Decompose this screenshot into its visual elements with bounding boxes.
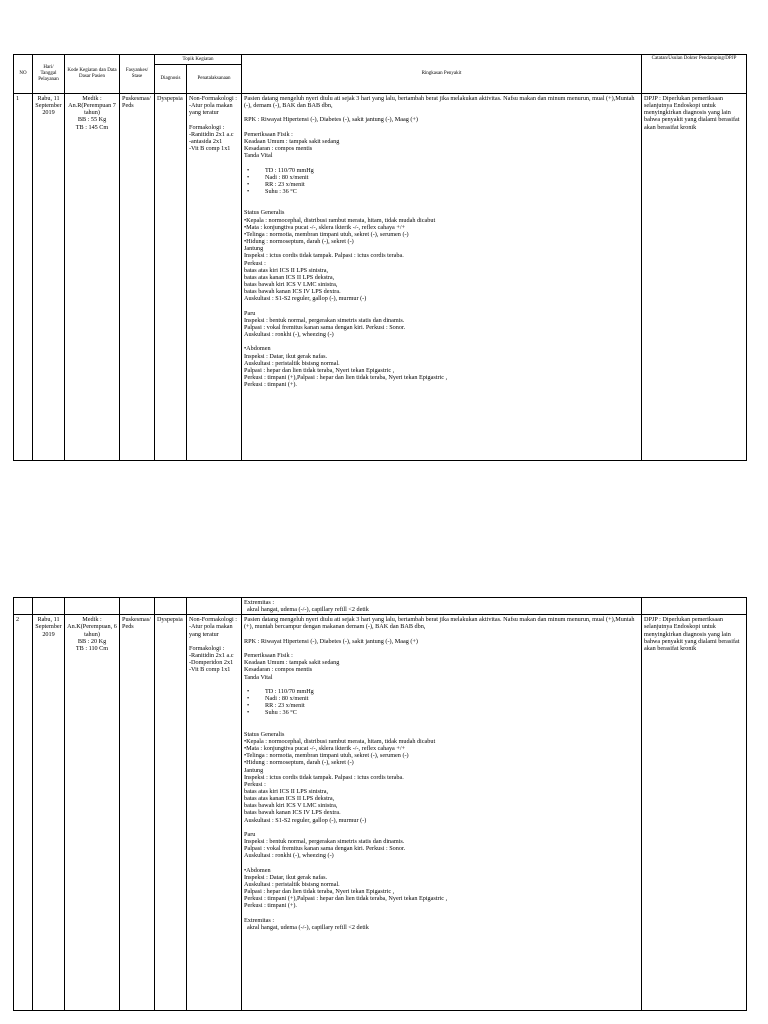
- pt-line: -Domperidon 2x1: [189, 659, 234, 667]
- row-penatalaksanaan: [187, 615, 242, 1011]
- status-line: batas atas kiri ICS II LPS sinistra,: [244, 787, 329, 795]
- status-line: Status Generalis: [244, 209, 285, 217]
- header-diagnosis: Diagnosis: [155, 65, 187, 94]
- kode-line: TB : 110 Cm: [75, 644, 109, 652]
- vital-sign: • Suhu : 36 °C: [247, 187, 297, 195]
- row-ringkasan: [242, 94, 642, 461]
- abdomen-line: •Abdomen: [244, 345, 271, 353]
- status-line: batas bawah kiri ICS V LMC sinistra,: [244, 802, 338, 810]
- extremitas-continuation: [242, 598, 642, 615]
- row-no: 2: [14, 615, 33, 1011]
- abdomen-line: Palpasi : hepar dan lien tidak teraba, Nyeri tekan Epigastric ,: [244, 366, 395, 374]
- table-row-continuation: [14, 598, 747, 615]
- exam-line: Keadaan Umum : tampak sakit sedang: [244, 137, 340, 145]
- kode-line: BB : 55 Kg: [77, 116, 107, 124]
- row-penatalaksanaan: [187, 94, 242, 461]
- status-line: batas atas kiri ICS II LPS sinistra,: [244, 266, 329, 274]
- status-line: Perkusi :: [244, 780, 266, 788]
- exam-line: Keadaan Umum : tampak sakit sedang: [244, 659, 340, 667]
- row-fasyankes: Puskesmas/Peds: [120, 94, 155, 461]
- status-line: Perkusi :: [244, 259, 266, 267]
- rpk-text: RPK : Riwayat Hipertensi (-), Diabetes (-), sakit jantung (-), Maag (+): [244, 116, 418, 124]
- status-line: Auskultasi : S1-S2 reguler, gallop (-), murmur (-): [244, 295, 367, 303]
- status-line: Jantung: [244, 245, 264, 253]
- rpk-text: RPK : Riwayat Hipertensi (-), Diabetes (-), sakit jantung (-), Maag (+): [244, 637, 418, 645]
- pt-line: -Atur pola makan yang teratur: [189, 102, 233, 117]
- header-fasyankes: Fasyankes/ Stase: [120, 55, 155, 94]
- vital-sign: • TD : 110/70 mmHg: [247, 166, 314, 174]
- status-line: •Telinga : normotia, membran timpani utuh, sekret (-), serumen (-): [244, 230, 409, 238]
- status-line: •Hidung : normoseptum, darah (-), sekret (-): [244, 238, 354, 246]
- status-line: batas bawah kanan ICS IV LPS dextra.: [244, 809, 341, 817]
- kode-line: An.R(Perempuan 7 tahun): [68, 102, 116, 117]
- abdomen-line: Inspeksi : Datar, ikut gerak nafas.: [244, 352, 328, 360]
- paru-line: Auskultasi : ronkhi (-), wheezing (-): [244, 331, 334, 339]
- status-line: •Telinga : normotia, membran timpani utuh, sekret (-), serumen (-): [244, 752, 409, 760]
- status-line: •Mata : konjungtiva pucat -/-, sklera ikterik -/-, reflex cahaya +/+: [244, 745, 406, 753]
- pt-line: -antasida 2x1: [189, 137, 223, 145]
- pt-line: -Ranitidin 2x1 a.c: [189, 130, 234, 138]
- header-kode: Kode Kegiatan dan Data Dasar Pasien: [65, 55, 120, 94]
- status-line: batas atas kanan ICS II LPS dekstra,: [244, 273, 335, 281]
- status-line: Inspeksi : ictus cordis tidak tampak. Palpasi : ictus cordis teraba.: [244, 773, 404, 781]
- abdomen-line: Auskultasi : peristaltik bisisng normal.: [244, 880, 340, 888]
- status-line: batas atas kanan ICS II LPS dekstra,: [244, 795, 335, 803]
- header-ringkasan: Ringkasan Penyakit: [242, 55, 642, 94]
- vital-sign: • RR : 23 x/menit: [247, 702, 305, 710]
- header-catatan: Catatan/Usulan Dokter Pendamping/DPJP: [642, 55, 747, 94]
- exam-line: Tanda Vital: [244, 152, 273, 160]
- abdomen-line: Inspeksi : Datar, ikut gerak nafas.: [244, 873, 328, 881]
- exam-line: Pemeriksaan Fisik :: [244, 652, 293, 660]
- row-fasyankes: Puskesmas/Peds: [120, 615, 155, 1011]
- status-line: Auskultasi : S1-S2 reguler, gallop (-), murmur (-): [244, 816, 367, 824]
- pt-line: Formakologi :: [189, 644, 225, 652]
- abdomen-line: Palpasi : hepar dan lien tidak teraba, Nyeri tekan Epigastric ,: [244, 888, 395, 896]
- abdomen-line: Perkusi : timpani (+).: [244, 381, 297, 389]
- paru-line: Inspeksi : bentuk normal, pergerakan simetris statis dan dinamis.: [244, 316, 405, 324]
- extremitas-line: Extremitas :: [244, 599, 275, 606]
- paru-line: Auskultasi : ronkhi (-), wheezing (-): [244, 852, 334, 860]
- row-hari: Rabu, 11 September 2019: [33, 94, 65, 461]
- row-diagnosis: Dyspepsia: [155, 615, 187, 1011]
- exam-line: Kesadaran : compos mentis: [244, 145, 313, 153]
- abdomen-line: •Abdomen: [244, 866, 271, 874]
- paru-line: Inspeksi : bentuk normal, pergerakan simetris statis dan dinamis.: [244, 838, 405, 846]
- row-kode: [65, 94, 120, 461]
- row-ringkasan: [242, 615, 642, 1011]
- paru-line: Paru: [244, 830, 256, 838]
- row-catatan: DPJP : Diperlukan pemeriksaan selanjutnya Endoskopi untuk menyingkirkan diagnosis yang lain bahwa penyakit yang dialami berasifat akan berasifat kronik: [642, 94, 747, 461]
- pt-line: Non-Formakologi :: [189, 616, 237, 624]
- status-line: Status Generalis: [244, 730, 285, 738]
- status-line: •Hidung : normoseptum, darah (-), sekret (-): [244, 759, 354, 767]
- header-penatalaksanaan: Penatalaksanaan: [187, 65, 242, 94]
- vital-sign: • RR : 23 x/menit: [247, 180, 305, 188]
- pt-line: Non-Formakologi :: [189, 95, 237, 102]
- abdomen-line: Perkusi : timpani (+),Palpasi : hepar dan lien tidak teraba, Nyeri tekan Epigastric ,: [244, 373, 448, 381]
- keluhan-text: Pasien datang mengeluh nyeri diulu ati sejak 3 hari yang lalu, bertambah berat jika melakukan aktivitas. Nafsu makan dan minum menurun, mual (+),Muntah (-), demam (-), BAK dan BAB dbn,: [244, 95, 635, 110]
- kode-line: Medik :: [82, 616, 102, 624]
- status-line: batas bawah kanan ICS IV LPS dextra.: [244, 288, 341, 296]
- row-kode: [65, 615, 120, 1011]
- status-line: Inspeksi : ictus cordis tidak tampak. Palpasi : ictus cordis teraba.: [244, 252, 404, 260]
- status-line: •Mata : konjungtiva pucat -/-, sklera ikterik -/-, reflex cahaya +/+: [244, 223, 406, 231]
- status-line: •Kepala : normocephal, distribusi rambut merata, hitam, tidak mudah dicabut: [244, 737, 436, 745]
- status-line: batas bawah kiri ICS V LMC sinistra,: [244, 280, 338, 288]
- header-no: NO: [14, 55, 33, 94]
- paru-line: Palpasi : vokal fremitus kanan sama dengan kiri. Perkusi : Sonor.: [244, 845, 406, 853]
- pt-line: -Vit B comp 1x1: [189, 145, 231, 153]
- table-row: [14, 94, 747, 461]
- row-no: 1: [14, 94, 33, 461]
- abdomen-line: Perkusi : timpani (+).: [244, 902, 297, 910]
- vital-sign: • TD : 110/70 mmHg: [247, 687, 314, 695]
- pt-line: -Ranitidin 2x1 a.c: [189, 652, 234, 660]
- keluhan-text: Pasien datang mengeluh nyeri diulu ati sejak 3 hari yang lalu, bertambah berat jika melakukan aktivitas. Nafsu makan dan minum menurun, mual (+),Muntah (+), muntah bercampur dengan makanan demam (-), BAK dan BAB dbn,: [244, 616, 635, 631]
- exam-line: Pemeriksaan Fisik :: [244, 130, 293, 138]
- pt-line: Formakologi :: [189, 123, 225, 131]
- extremitas-line: akral hangat, udema (-/-), capillary refill <2 detik: [247, 923, 369, 931]
- extremitas-line: Extremitas :: [244, 916, 275, 924]
- status-line: Jantung: [244, 766, 264, 774]
- kode-line: An.K(Perempuan, 6 tahun): [67, 623, 117, 638]
- abdomen-line: Auskultasi : peristaltik bisisng normal.: [244, 359, 340, 367]
- header-hari: Hari/ Tanggal Pelayanan: [33, 55, 65, 94]
- activity-table-1: [13, 54, 747, 461]
- kode-line: Medik :: [82, 95, 102, 102]
- paru-line: Paru: [244, 309, 256, 317]
- status-line: •Kepala : normocephal, distribusi rambut merata, hitam, tidak mudah dicabut: [244, 216, 436, 224]
- kode-line: TB : 145 Cm: [75, 123, 109, 131]
- exam-line: Kesadaran : compos mentis: [244, 666, 313, 674]
- paru-line: Palpasi : vokal fremitus kanan sama dengan kiri. Perkusi : Sonor.: [244, 323, 406, 331]
- row-hari: Rabu, 11 September 2019: [33, 615, 65, 1011]
- pt-line: -Vit B comp 1x1: [189, 666, 231, 674]
- kode-line: BB : 20 Kg: [77, 637, 107, 645]
- vital-sign: • Suhu : 36 °C: [247, 709, 297, 717]
- abdomen-line: Perkusi : timpani (+),Palpasi : hepar dan lien tidak teraba, Nyeri tekan Epigastric ,: [244, 895, 448, 903]
- header-topik: Topik Kegiatan: [155, 55, 242, 65]
- pt-line: -Atur pola makan yang teratur: [189, 623, 233, 638]
- activity-table-2: [13, 597, 747, 1011]
- row-catatan: DPJP : Diperlukan pemeriksaan selanjutnya Endoskopi untuk menyingkirkan diagnosis yang lain bahwa penyakit yang dialami berasifat akan berasifat kronik: [642, 615, 747, 1011]
- vital-sign: • Nadi : 80 x/menit: [247, 173, 309, 181]
- table-row: [14, 615, 747, 1011]
- extremitas-line: akral hangat, udema (-/-), capillary refill <2 detik: [247, 606, 369, 614]
- row-diagnosis: Dyspepsia: [155, 94, 187, 461]
- vital-sign: • Nadi : 80 x/menit: [247, 694, 309, 702]
- exam-line: Tanda Vital: [244, 673, 273, 681]
